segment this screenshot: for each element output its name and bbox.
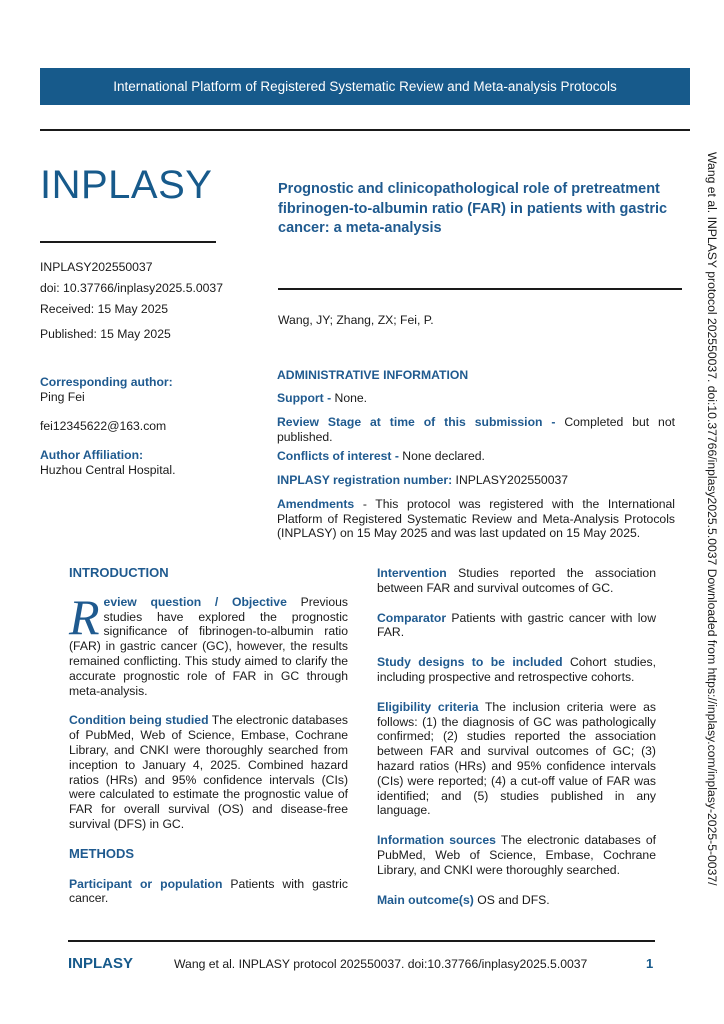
main-outcome-paragraph [377,893,656,908]
banner-text: International Platform of Registered Systematic Review and Meta-analysis Protocols [113,79,617,94]
intervention-paragraph [377,566,656,596]
corresponding-author-name: Ping Fei [40,390,85,404]
logo-rule [40,241,216,243]
condition-paragraph [69,713,348,831]
support-text: None. [331,391,368,405]
registration-number-text: INPLASY202550037 [452,473,569,487]
header-banner [40,68,690,105]
conflicts-text: None declared. [398,449,485,463]
amendments-label: Amendments [277,497,355,511]
population-paragraph [69,877,348,907]
intervention-label: Intervention [377,566,447,580]
review-question-text: Previous studies have explored the prognostic significance of fibrinogen-to-albumin ratio (FAR) in gastric cancer (GC), however, the results remained conflicting. This study aimed to clarify the accurate prognostic role of FAR in GC through meta-analysis. [69,594,348,698]
support-label: Support - [277,391,332,405]
condition-label: Condition being studied [69,713,209,728]
inplasy-logo: INPLASY [40,163,213,207]
header-rule [40,129,690,131]
condition-text: The electronic databases of PubMed, Web of Science, Embase, Cochrane Library, and CNKI were thoroughly searched from inception to January 4, 2025. Combined hazard ratios (HRs) and 95% confidence intervals (CIs) were calculated to estimate the prognostic value of FAR for overall survival (OS) and disease-free survival (DFS) in GC. [69,713,349,831]
authors: Wang, JY; Zhang, ZX; Fei, P. [278,313,434,327]
information-sources-text: The electronic databases of PubMed, Web of Science, Embase, Cochrane Library, and CNKI were thoroughly searched. [377,833,656,877]
main-outcome-label: Main outcome(s) [377,892,474,907]
registration-id: INPLASY202550037 [40,260,153,274]
review-question-paragraph [69,588,348,699]
received-date: Received: 15 May 2025 [40,302,169,316]
review-question-label: eview question / Objective [103,594,287,609]
admin-registration-number [277,473,675,488]
author-email[interactable]: fei12345622@163.com [40,419,167,433]
conflicts-label: Conflicts of interest - [277,449,399,463]
population-text: Patients with gastric cancer. [69,876,348,906]
side-citation: Wang et al. INPLASY protocol 202550037. doi:10.37766/inplasy2025.5.0037 Downloaded from https://inplasy.com/inplasy-2025-5-0037/ [705,152,719,886]
title-rule [278,288,682,290]
footer-logo: INPLASY [68,955,134,972]
right-body-column [377,566,656,907]
eligibility-label: Eligibility criteria [377,699,479,714]
admin-support [277,391,675,406]
comparator-paragraph [377,611,656,641]
methods-heading: METHODS [69,845,134,861]
comparator-text: Patients with gastric cancer with low FAR. [377,610,656,640]
doi-link[interactable]: doi: 10.37766/inplasy2025.5.0037 [40,281,223,295]
study-design-label: Study designs to be included [377,655,563,670]
footer-rule [68,940,655,942]
introduction-heading: INTRODUCTION [69,565,169,580]
information-sources-label: Information sources [377,833,496,848]
footer-citation: Wang et al. INPLASY protocol 202550037. doi:10.37766/inplasy2025.5.0037 [174,957,588,971]
drop-cap: R [69,588,100,645]
admin-conflicts [277,449,675,464]
eligibility-text: The inclusion criteria were as follows: (1) the diagnosis of GC was pathologically confirmed; (2) studies reported the association between FAR and survival outcomes of GC; (3) hazard ratios (HRs) and 95% confidence intervals (CIs) were reported; (4) a cut-off value of FAR was identified; and (5) studies published in any language. [377,699,656,818]
paper-title: Prognostic and clinicopathological role of pretreatment fibrinogen-to-albumin ratio (FAR) in patients with gastric cancer: a meta-analysis [278,181,668,236]
comparator-label: Comparator [377,610,447,625]
amendments-text: - This protocol was registered with the International Platform of Registered Systematic Review and Meta-Analysis Protocols (INPLASY) on 15 May 2025 and was last updated on 15 May 2025. [277,497,675,540]
affiliation-label: Author Affiliation: [40,448,144,462]
review-stage-text: Completed but not published. [277,415,675,444]
study-design-paragraph [377,655,656,685]
information-sources-paragraph [377,833,656,877]
intervention-text: Studies reported the association between FAR and survival outcomes of GC. [377,566,656,595]
admin-review-stage [277,415,675,444]
registration-number-label: INPLASY registration number: [277,473,453,487]
corresponding-author-label: Corresponding author: [40,375,173,389]
left-body-column [69,566,348,906]
main-outcome-text: OS and DFS. [473,892,550,907]
review-stage-label: Review Stage at time of this submission - [277,415,556,429]
eligibility-paragraph [377,700,656,818]
admin-amendments [277,497,675,541]
study-design-text: Cohort studies, including prospective and retrospective cohorts. [377,655,656,684]
admin-heading: ADMINISTRATIVE INFORMATION [277,368,469,382]
page-number: 1 [646,956,654,971]
published-date: Published: 15 May 2025 [40,327,171,341]
population-label: Participant or population [69,876,223,891]
affiliation: Huzhou Central Hospital. [40,463,176,477]
